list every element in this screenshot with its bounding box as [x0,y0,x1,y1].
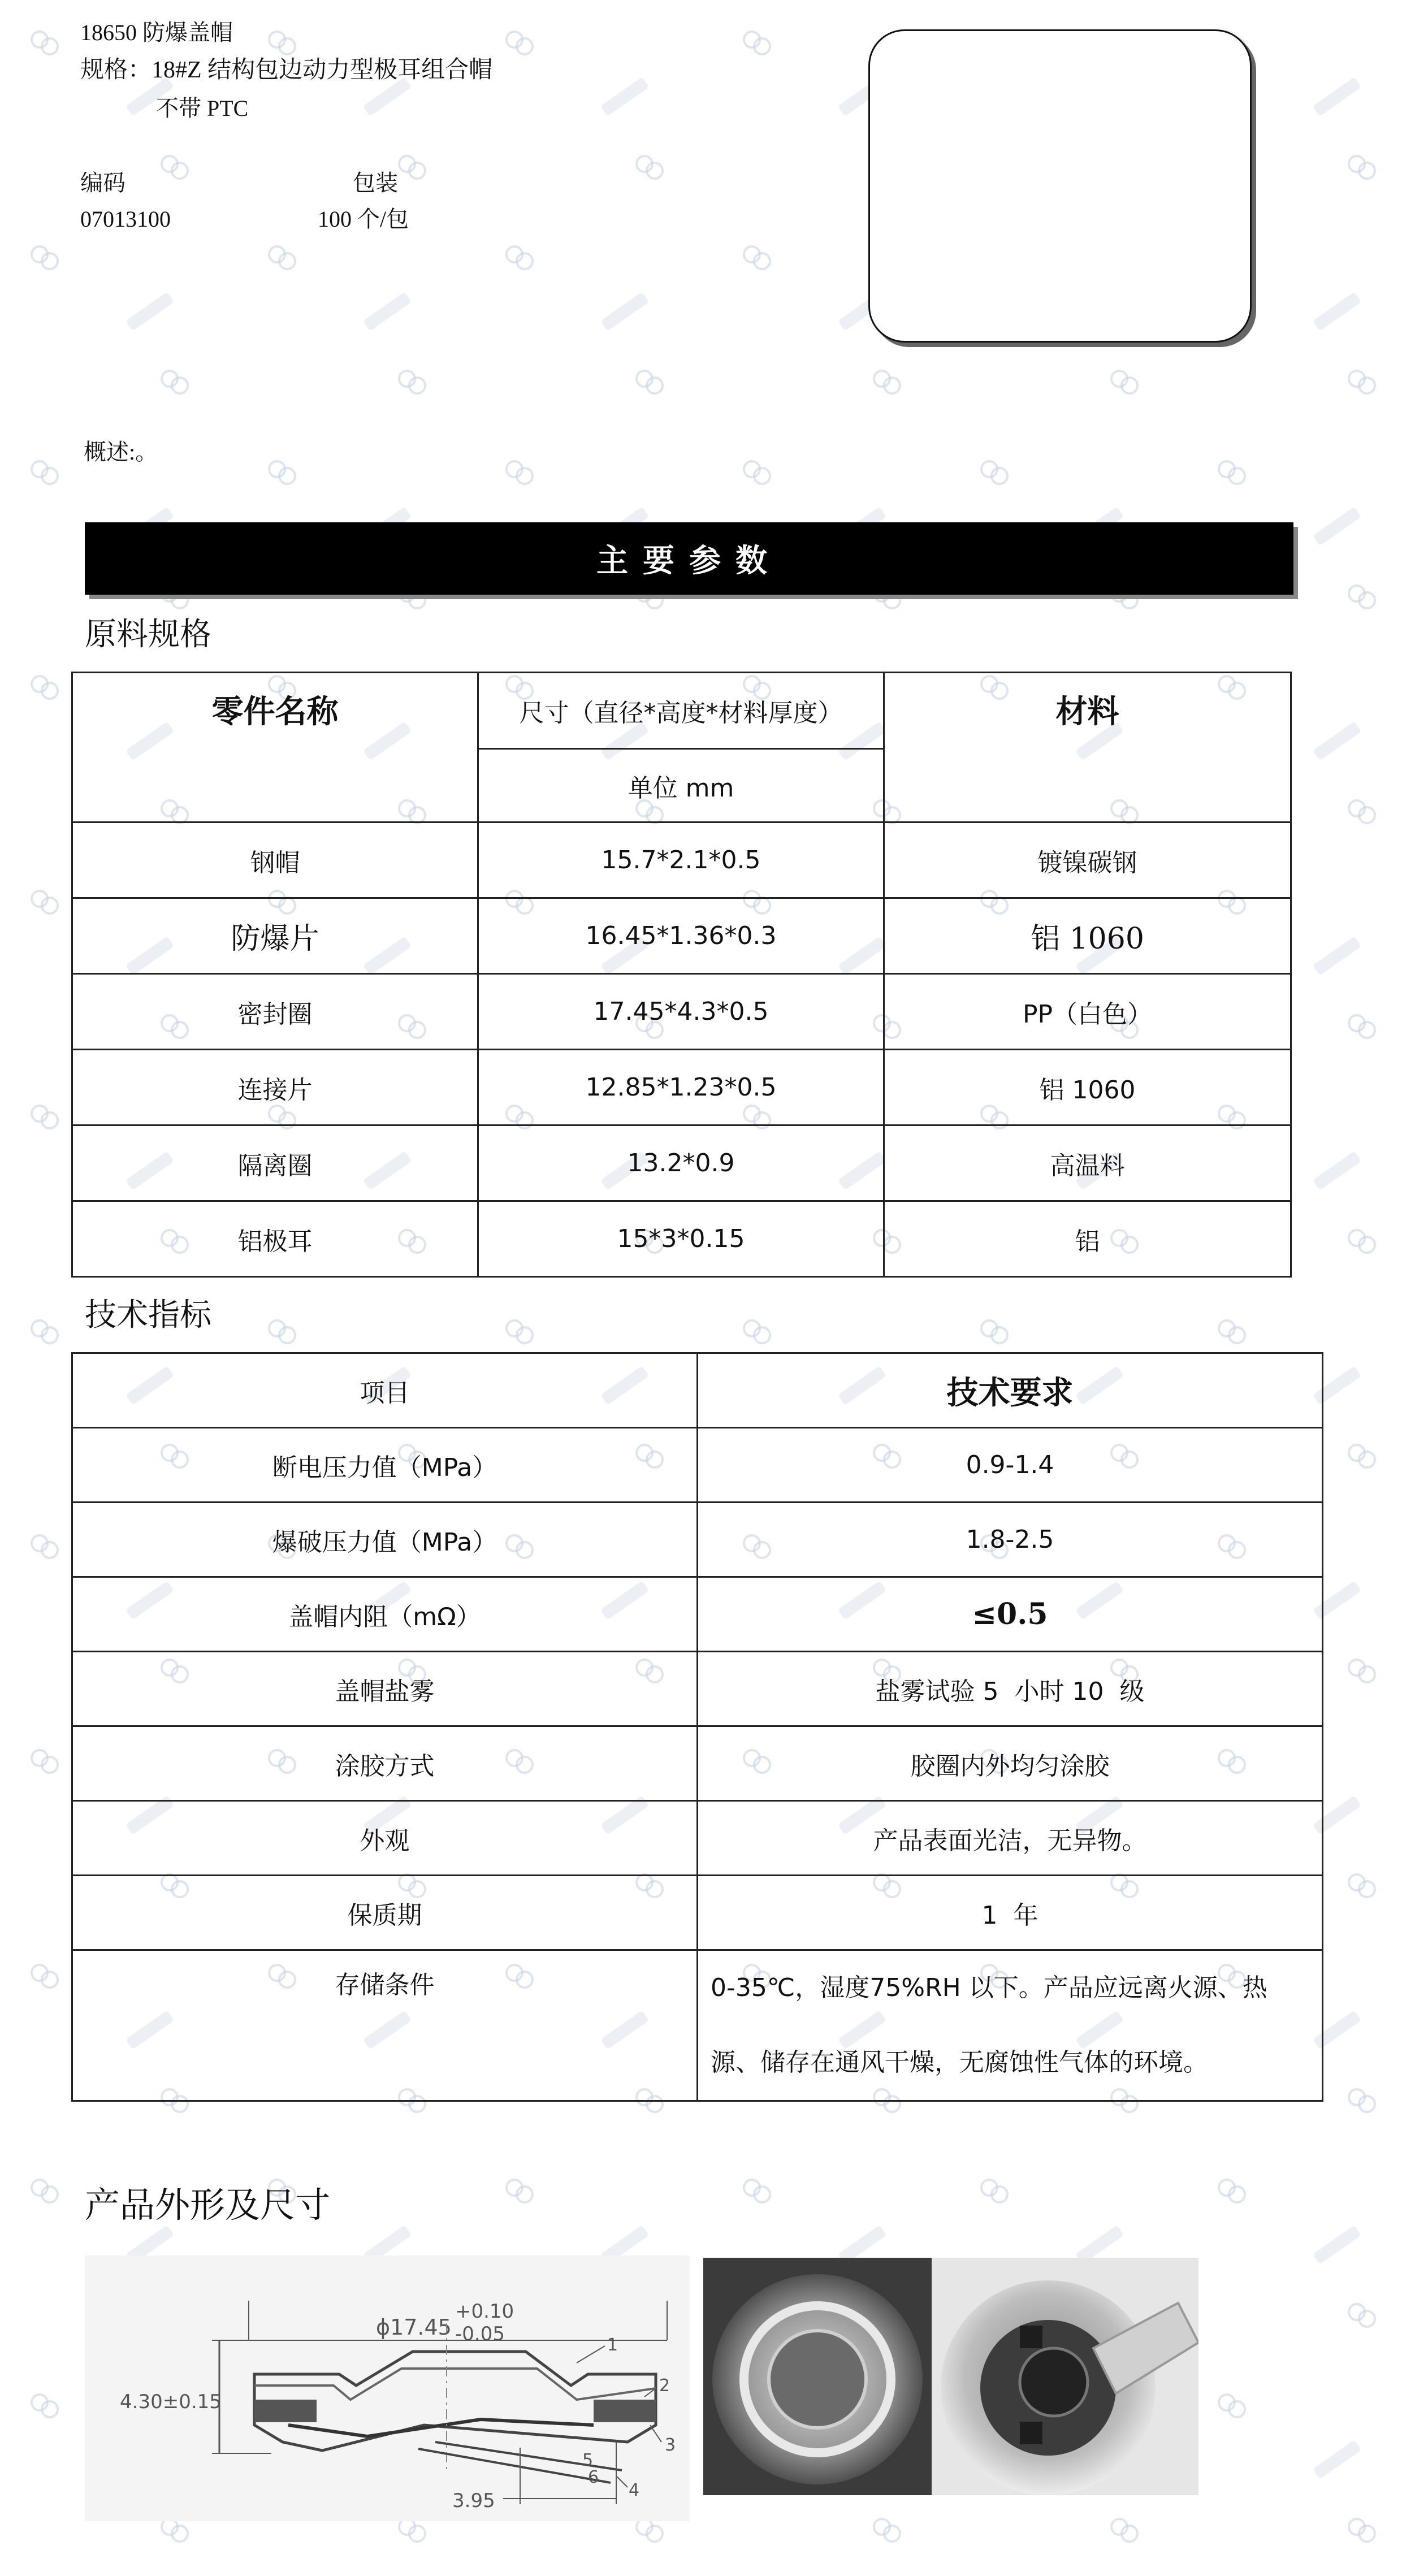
table-row [72,1201,1291,1277]
storage-label: 存储条件 [72,1950,698,2101]
part-material: PP（白色） [884,974,1291,1050]
callout-2: 2 [659,2376,670,2396]
part-material: 铝 [884,1201,1291,1277]
callout-6: 6 [588,2467,599,2487]
table-row [72,1876,1323,1950]
storage-line-2: 源、储存在通风干燥，无腐蚀性气体的环境。 [711,2048,1208,2077]
part-name: 铝极耳 [72,1201,478,1277]
header-unit: 单位 mm [478,749,884,822]
part-material: 高温料 [884,1125,1291,1201]
cross-section-drawing [85,2255,690,2521]
table-row [72,1050,1291,1125]
callout-4: 4 [629,2480,640,2500]
tech-item: 涂胶方式 [72,1726,698,1801]
tech-value: 1.8-2.5 [698,1503,1323,1577]
part-material: 铝 1060 [884,1050,1291,1125]
product-name: 18650 防爆盖帽 [80,20,233,45]
dim-tol-minus: -0.05 [455,2323,505,2345]
main-params-banner: 主要参数 [85,522,1293,595]
table-row [72,1801,1323,1876]
part-size: 16.45*1.36*0.3 [478,898,884,974]
header-dimensions: 尺寸（直径*高度*材料厚度） [478,673,884,749]
part-name: 防爆片 [72,898,478,974]
overview-label: 概述:。 [84,439,158,465]
dim-tol-plus: +0.10 [455,2300,514,2323]
header-part-name: 零件名称 [72,673,478,822]
part-size: 15.7*2.1*0.5 [478,822,884,898]
spec-line-2: 不带 PTC [156,96,249,121]
product-photo-frame [868,29,1252,343]
header-material: 材料 [884,673,1291,822]
tech-item: 外观 [72,1801,698,1876]
part-name: 连接片 [72,1050,478,1125]
callout-5: 5 [582,2451,594,2470]
table-row [72,974,1291,1050]
dim-diameter: ϕ17.45 [376,2315,452,2340]
header-requirement: 技术要求 [698,1353,1323,1428]
tech-value: 胶圈内外均匀涂胶 [698,1726,1323,1801]
tech-item: 保质期 [72,1876,698,1950]
tech-value: 0.9-1.4 [698,1428,1323,1503]
part-size: 15*3*0.15 [478,1201,884,1277]
materials-table [71,672,1292,1278]
materials-title: 原料规格 [85,616,211,653]
tech-item: 断电压力值（MPa） [72,1428,698,1503]
table-row [72,1428,1323,1503]
tech-value: ≤0.5 [698,1577,1323,1652]
table-row [72,1125,1291,1201]
tech-title: 技术指标 [85,1297,211,1334]
table-row [72,1726,1323,1801]
part-material: 铝 1060 [884,898,1291,974]
pack-label: 包装 [353,170,398,196]
spec-line-1: 规格：18#Z 结构包边动力型极耳组合帽 [80,57,493,83]
part-size: 17.45*4.3*0.5 [478,974,884,1050]
table-row [72,1503,1323,1577]
table-row [72,1577,1323,1652]
drawing-title: 产品外形及尺寸 [85,2184,331,2226]
tech-item: 盖帽盐雾 [72,1652,698,1726]
part-name: 钢帽 [72,822,478,898]
part-size: 12.85*1.23*0.5 [478,1050,884,1125]
tech-item: 爆破压力值（MPa） [72,1503,698,1577]
code-value: 07013100 [80,206,171,232]
materials-header-row [72,673,1291,749]
storage-value [698,1950,1323,2101]
part-material: 镀镍碳钢 [884,822,1291,898]
tech-table [71,1352,1323,2102]
table-row [72,1652,1323,1726]
callout-1: 1 [607,2335,618,2355]
part-name: 密封圈 [72,974,478,1050]
tech-value: 产品表面光洁，无异物。 [698,1801,1323,1876]
pack-value: 100 个/包 [318,206,409,232]
table-row [72,898,1291,974]
callout-3: 3 [665,2435,676,2455]
table-row [72,1950,1323,2101]
table-row [72,822,1291,898]
dim-bottom: 3.95 [452,2490,495,2512]
part-name: 隔离圈 [72,1125,478,1201]
storage-line-1: 0-35℃，湿度75%RH 以下。产品应远离火源、热 [711,1973,1267,2002]
code-label: 编码 [80,170,126,196]
tech-header-row [72,1353,1323,1428]
tech-value: 1 年 [698,1876,1323,1950]
dim-height: 4.30±0.15 [120,2391,222,2413]
tech-value: 盐雾试验 5 小时 10 级 [698,1652,1323,1726]
part-size: 13.2*0.9 [478,1125,884,1201]
tech-item: 盖帽内阻（mΩ） [72,1577,698,1652]
product-photos [703,2258,1198,2495]
header-item: 项目 [72,1353,698,1428]
